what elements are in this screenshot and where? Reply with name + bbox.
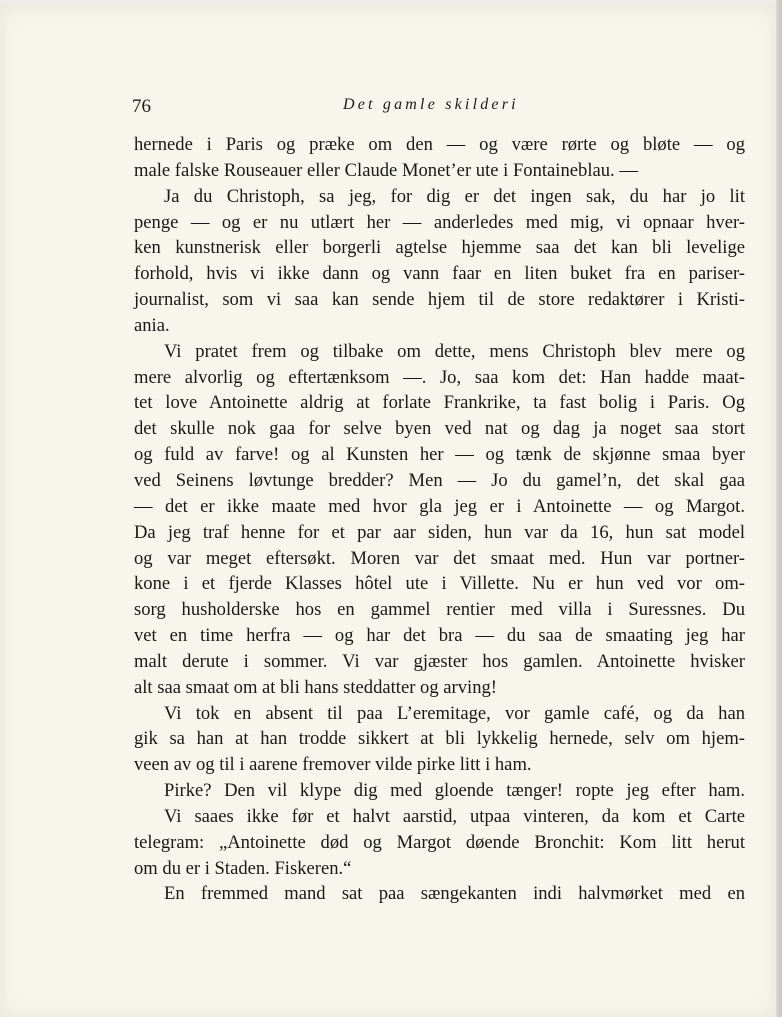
- page-number: 76: [132, 96, 151, 117]
- book-page: [0, 6, 776, 1017]
- text-line: gik sa han at han trodde sikkert at bli lykkelig hernede, selv om hjem-: [134, 728, 745, 750]
- text-line: om du er i Staden. Fiskeren.“: [134, 857, 352, 879]
- text-line: Vi pratet frem og tilbake om dette, mens Christoph blev mere og: [164, 340, 745, 362]
- text-line: Da jeg traf henne for et par aar siden, hun var da 16, hun sat model: [134, 521, 745, 543]
- body-text: [134, 132, 745, 907]
- text-line: vet en time herfra — og har det bra — du saa de smaating jeg har: [134, 625, 745, 647]
- text-line: og fuld av farve! og al Kunsten her — og tænk de skjønne smaa byer: [134, 444, 745, 466]
- text-line: telegram: „Antoinette død og Margot døende Bronchit: Kom litt herut: [134, 831, 745, 853]
- text-line: hernede i Paris og præke om den — og være rørte og bløte — og: [134, 134, 745, 155]
- text-line: kone i et fjerde Klasses hôtel ute i Villette. Nu er hun ved vor om-: [134, 573, 745, 595]
- text-line: mere alvorlig og eftertænksom —. Jo, saa kom det: Han hadde maat-: [134, 366, 745, 388]
- text-line: Pirke? Den vil klype dig med gloende tænger! ropte jeg efter ham.: [164, 780, 745, 802]
- text-line: ania.: [134, 314, 170, 336]
- text-line: tet love Antoinette aldrig at forlate Frankrike, ta fast bolig i Paris. Og: [134, 392, 745, 414]
- text-line: veen av og til i aarene fremover vilde pirke litt i ham.: [134, 754, 532, 776]
- text-line: journalist, som vi saa kan sende hjem til de store redaktører i Kristi-: [134, 289, 745, 311]
- text-line: ved Seinens løvtunge bredder? Men — Jo du gamel’n, det skal gaa: [134, 469, 745, 491]
- text-line: — det er ikke maate med hvor gla jeg er i Antoinette — og Margot.: [134, 495, 745, 517]
- page-edge: [776, 0, 782, 1017]
- text-line: Vi saaes ikke før et halvt aarstid, utpaa vinteren, da kom et Carte: [164, 805, 745, 827]
- text-line: alt saa smaat om at bli hans steddatter og arving!: [134, 676, 497, 698]
- running-title: Det gamle skilderi: [343, 96, 519, 113]
- text-line: det skulle nok gaa for selve byen ved nat og dag ja noget saa stort: [134, 418, 745, 440]
- text-line: Vi tok en absent til paa L’eremitage, vor gamle café, og da han: [164, 702, 745, 724]
- text-line: En fremmed mand sat paa sængekanten indi halvmørket med en: [164, 883, 745, 905]
- text-line: male falske Rouseauer eller Claude Monet’er ute i Fontaineblau. —: [134, 159, 638, 181]
- text-line: Ja du Christoph, sa jeg, for dig er det ingen sak, du har jo lit: [164, 185, 745, 207]
- page-header: [132, 96, 744, 118]
- text-line: sorg husholderske hos en gammel rentier med villa i Suressnes. Du: [134, 599, 745, 621]
- text-line: forhold, hvis vi ikke dann og vann faar en liten buket fra en pariser-: [134, 263, 745, 285]
- text-line: ken kunstnerisk eller borgerli agtelse hjemme saa det kan bli levelige: [134, 237, 745, 259]
- text-line: penge — og er nu utlært her — anderledes med mig, vi opnaar hver-: [134, 211, 745, 233]
- text-line: malt derute i sommer. Vi var gjæster hos gamlen. Antoinette hvisker: [134, 650, 745, 672]
- text-line: og var meget eftersøkt. Moren var det smaat med. Hun var portner-: [134, 547, 745, 569]
